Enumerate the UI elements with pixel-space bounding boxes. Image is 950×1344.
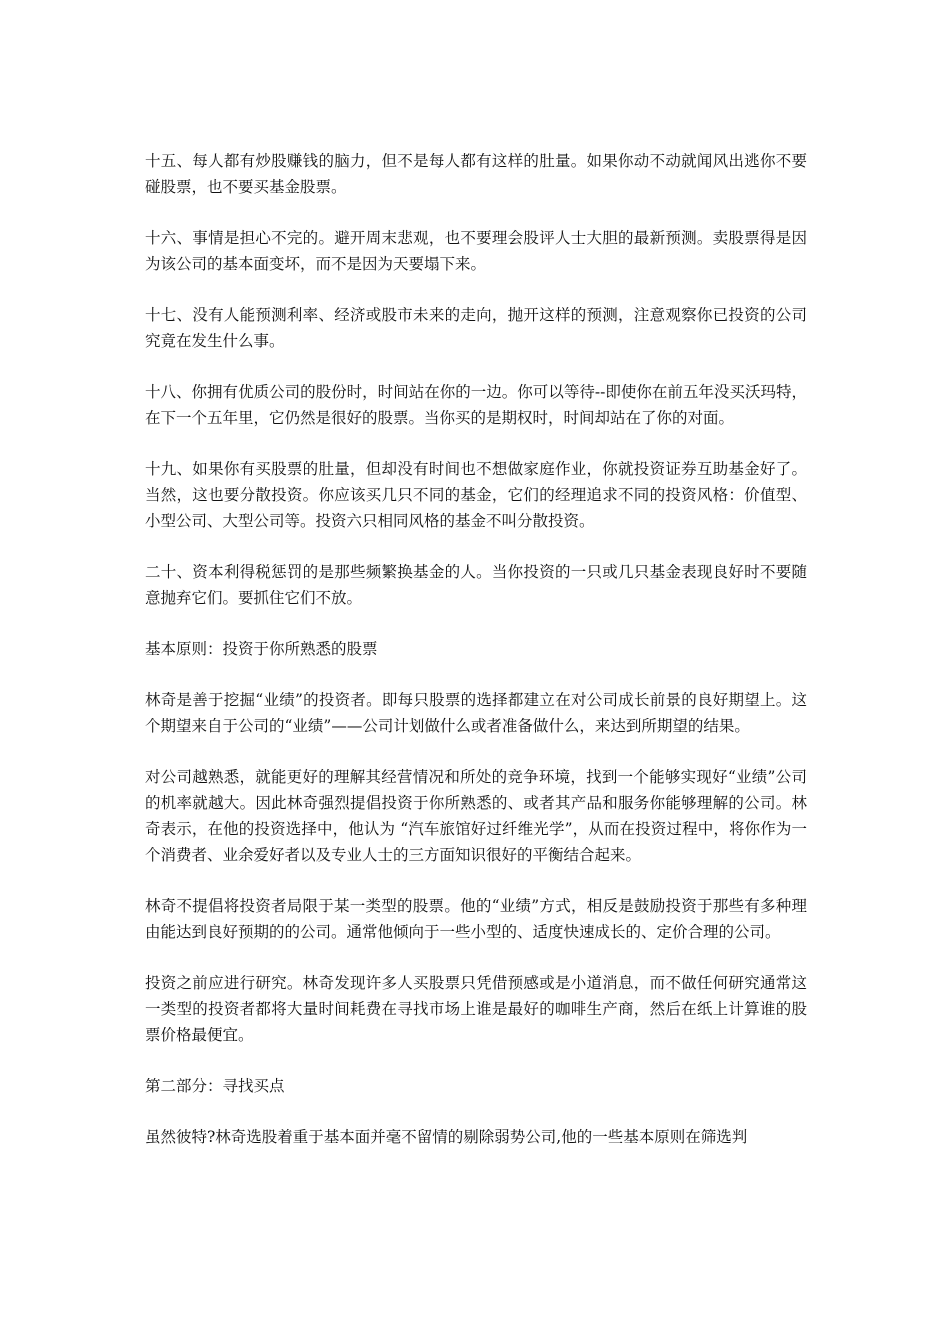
paragraph-rule-15: 十五、每人都有炒股赚钱的脑力，但不是每人都有这样的肚量。如果你动不动就闻风出逃你不要碰股票，也不要买基金股票。 — [145, 152, 807, 196]
paragraph-part-two-intro: 虽然彼特?林奇选股着重于基本面并毫不留情的剔除弱势公司,他的一些基本原则在筛选判 — [145, 1128, 748, 1146]
paragraph-rule-18: 十八、你拥有优质公司的股份时，时间站在你的一边。你可以等待--即使你在前五年没买沃玛特，在下一个五年里，它仍然是很好的股票。当你买的是期权时，时间却站在了你的对面。 — [145, 383, 807, 427]
paragraph-performance-investor: 林奇是善于挖掘“业绩”的投资者。即每只股票的选择都建立在对公司成长前景的良好期望上。这个期望来自于公司的“业绩”——公司计划做什么或者准备做什么，来达到所期望的结果。 — [145, 691, 807, 735]
paragraph-familiarity: 对公司越熟悉，就能更好的理解其经营情况和所处的竞争环境，找到一个能够实现好“业绩”公司的机率就越大。因此林奇强烈提倡投资于你所熟悉的、或者其产品和服务你能够理解的公司。林奇表示，在他的投资选择中，他认为 “汽车旅馆好过纤维光学”，从而在投资过程中，将你作为一个消费者、业余爱好者以及专业人士的三方面知识很好的平衡结合起来。 — [145, 768, 807, 864]
paragraph-rule-17: 十七、没有人能预测利率、经济或股市未来的走向，抛开这样的预测，注意观察你已投资的公司究竟在发生什么事。 — [145, 306, 807, 350]
section-heading-basic-principle: 基本原则：投资于你所熟悉的股票 — [145, 640, 378, 658]
paragraph-rule-16: 十六、事情是担心不完的。避开周末悲观，也不要理会股评人士大胆的最新预测。卖股票得是因为该公司的基本面变坏，而不是因为天要塌下来。 — [145, 229, 807, 273]
paragraph-research: 投资之前应进行研究。林奇发现许多人买股票只凭借预感或是小道消息，而不做任何研究通常这一类型的投资者都将大量时间耗费在寻找市场上谁是最好的咖啡生产商，然后在纸上计算谁的股票价格最便宜。 — [145, 974, 807, 1044]
paragraph-rule-20: 二十、资本利得税惩罚的是那些频繁换基金的人。当你投资的一只或几只基金表现良好时不要随意抛弃它们。要抓住它们不放。 — [145, 563, 807, 607]
paragraph-rule-19: 十九、如果你有买股票的肚量，但却没有时间也不想做家庭作业，你就投资证券互助基金好了。当然，这也要分散投资。你应该买几只不同的基金，它们的经理追求不同的投资风格：价值型、小型公司、大型公司等。投资六只相同风格的基金不叫分散投资。 — [145, 460, 807, 530]
section-heading-part-two: 第二部分：寻找买点 — [145, 1077, 285, 1095]
document-body — [145, 148, 807, 1150]
paragraph-stock-types: 林奇不提倡将投资者局限于某一类型的股票。他的“业绩”方式，相反是鼓励投资于那些有多种理由能达到良好预期的的公司。通常他倾向于一些小型的、适度快速成长的、定价合理的公司。 — [145, 897, 807, 941]
